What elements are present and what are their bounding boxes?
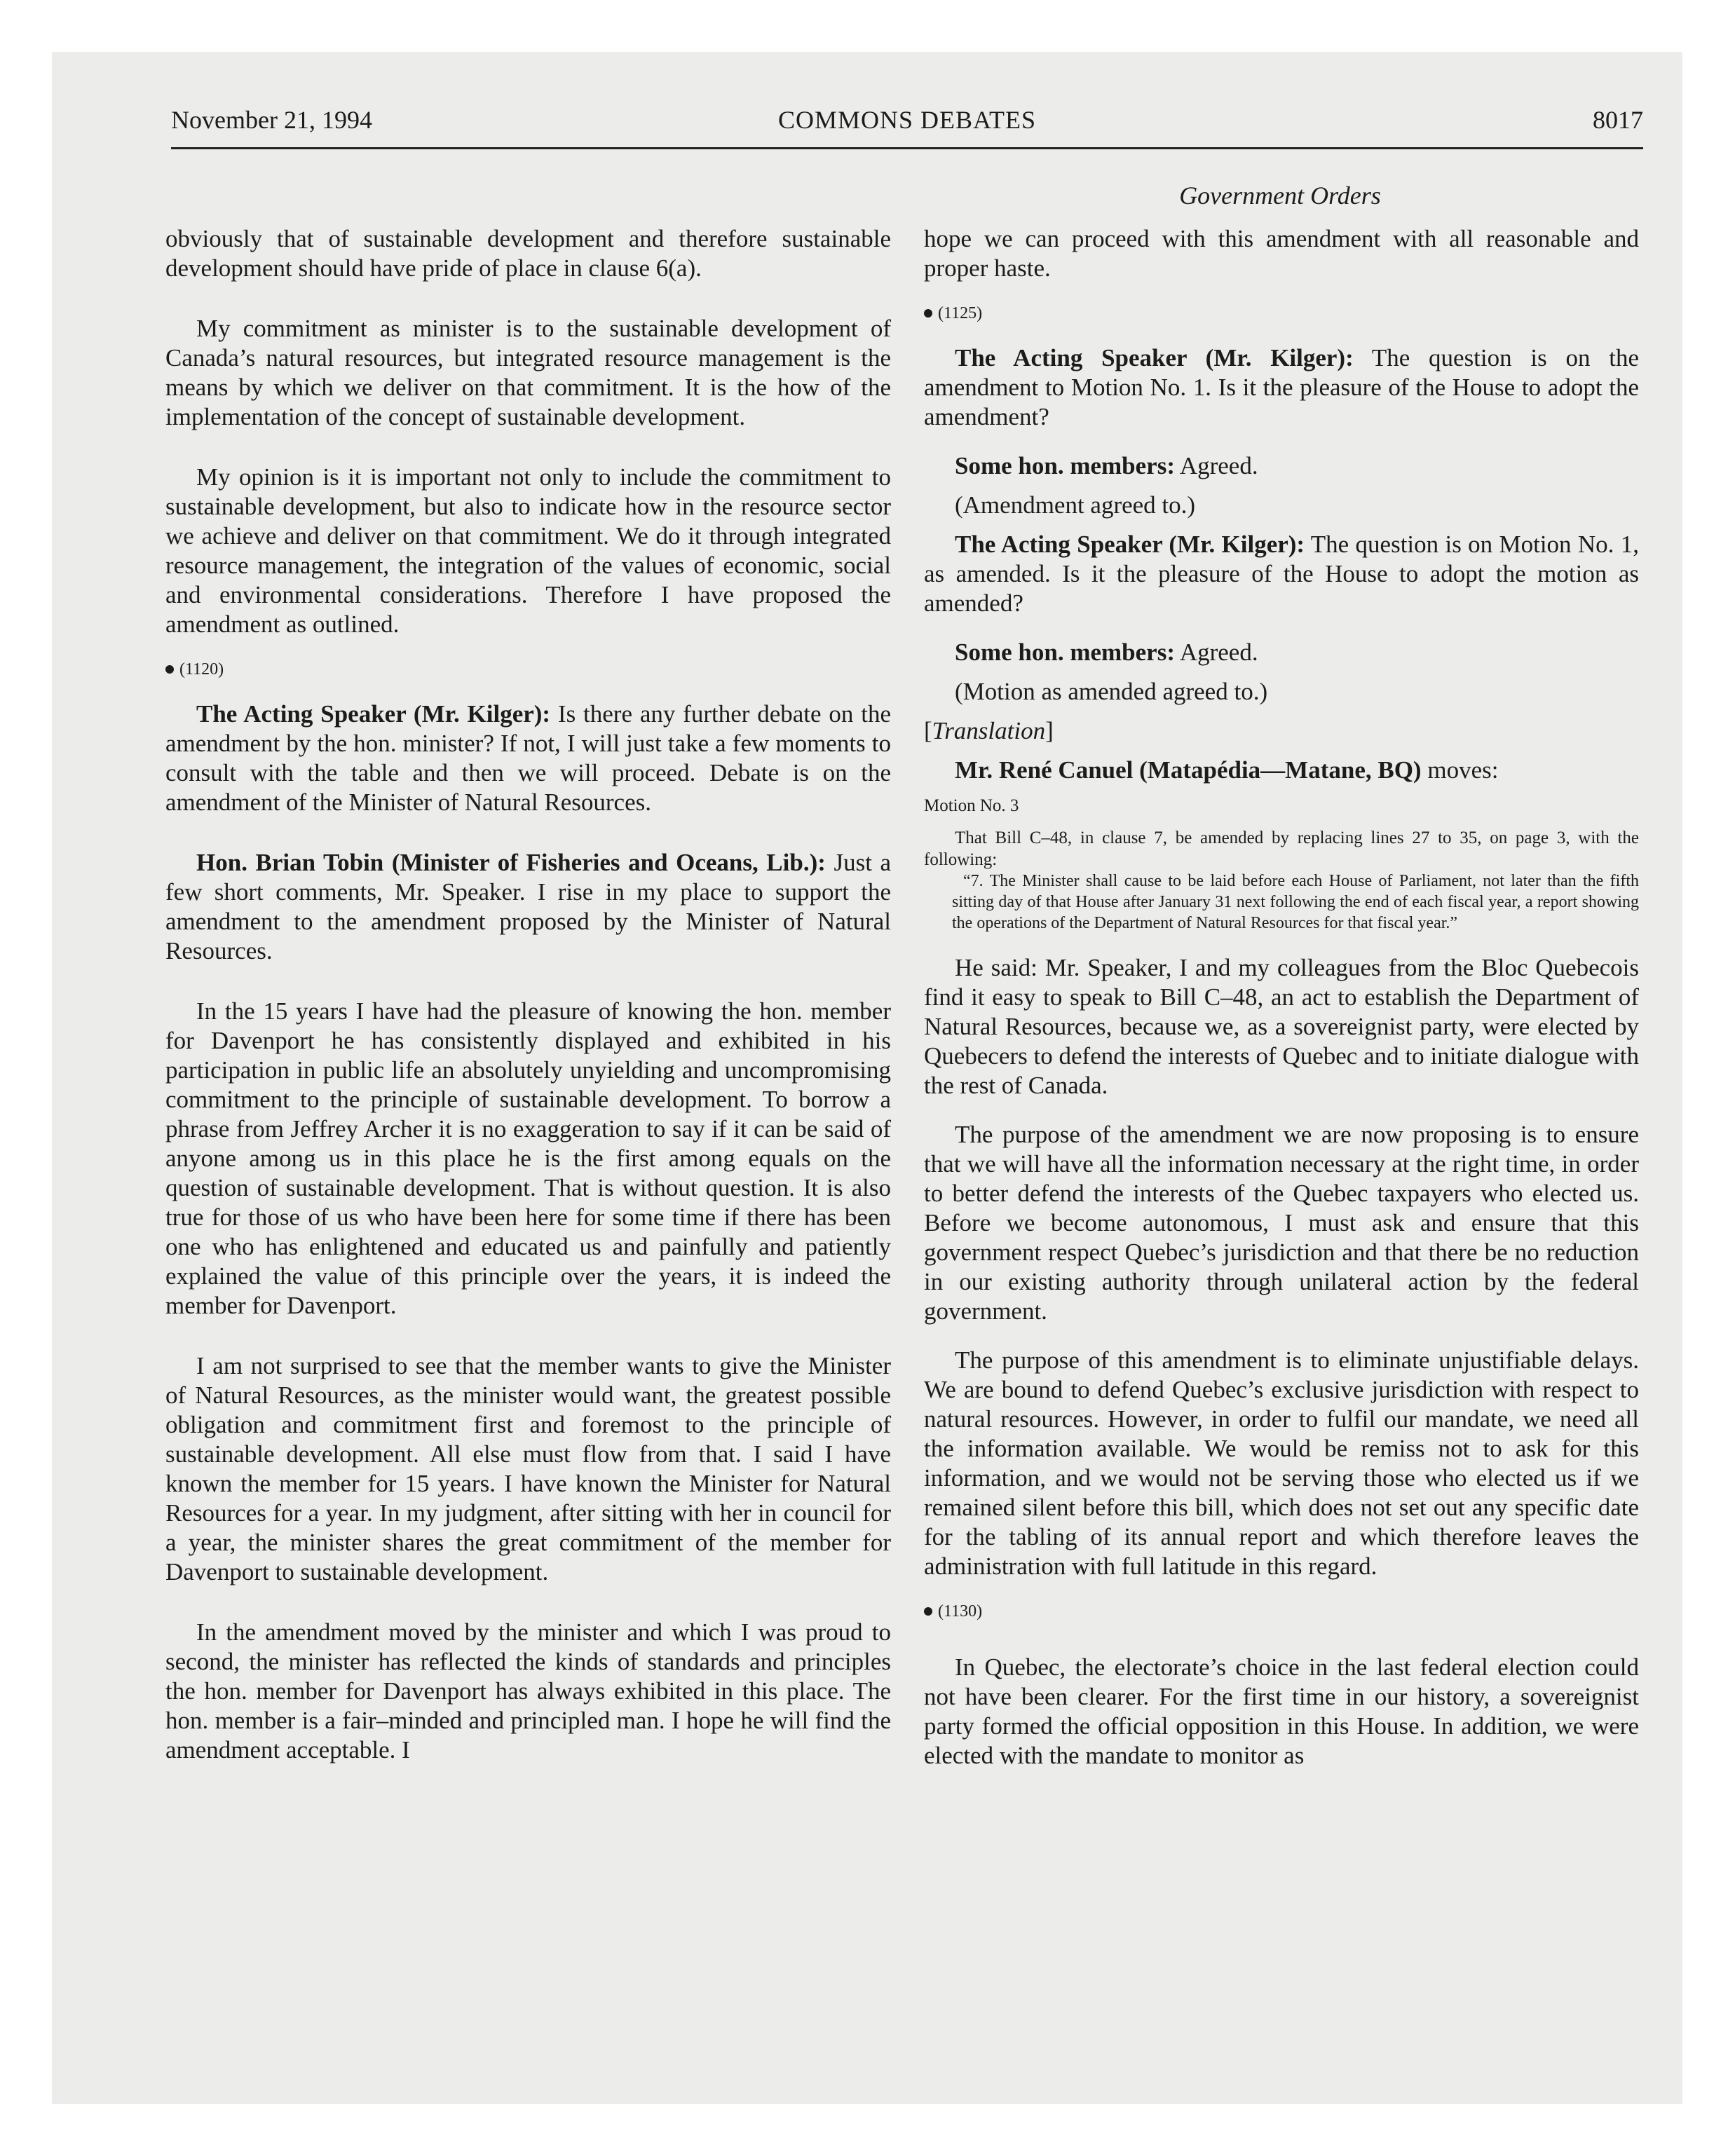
header-rule: [171, 147, 1643, 149]
speaker-name: The Acting Speaker (Mr. Kilger):: [955, 531, 1305, 558]
paragraph: obviously that of sustainable development and therefore sustainable development should have pride of place in clause 6(a).: [165, 225, 891, 282]
paragraph: The purpose of the amendment we are now proposing is to ensure that we will have all the information necessary at the right time, in order to better defend the interests of the Quebec taxpayers who elected us. Before we become autonomous, I must ask and ensure that this government respect Quebec’s jurisdiction and that there be no reduction in our existing authority through unilateral action by the federal government.: [924, 1121, 1639, 1325]
speaker-name: Some hon. members:: [955, 639, 1175, 666]
right-column: [924, 224, 1639, 1770]
paragraph: hope we can proceed with this amendment with all reasonable and proper haste.: [924, 225, 1639, 282]
paragraph: [924, 756, 1639, 785]
speaker-name: Some hon. members:: [955, 452, 1175, 479]
speech-text: The question is on Motion No. 1, as amended. Is it the pleasure of the House to adopt the motion as amended?: [924, 531, 1639, 617]
speech-text: moves:: [1421, 756, 1499, 784]
timestamp-text: (1130): [938, 1602, 983, 1621]
timestamp-text: (1125): [938, 304, 983, 322]
page-header: [171, 105, 1643, 147]
speech-text: Just a few short comments, Mr. Speaker. I rise in my place to support the amendment to the amendment proposed by the Minister of Natural Resources.: [165, 849, 892, 964]
section-title: Government Orders: [1179, 182, 1381, 210]
paragraph: (Motion as amended agreed to.): [955, 678, 1268, 705]
translation-label: Translation: [932, 717, 1046, 744]
paragraph: My opinion is it is important not only to include the commitment to sustainable development, but also to indicate how in the resource sector we achieve and deliver on that commitment. We do it through integrated resource management, the integration of the values of economic, social and environmental considerations. Therefore I have proposed the amendment as outlined.: [165, 463, 891, 638]
speech-text: Agreed.: [1175, 639, 1258, 666]
speech-text: The question is on the amendment to Motion No. 1. Is it the pleasure of the House to adopt the amendment?: [924, 344, 1639, 430]
paragraph: [924, 343, 1639, 432]
paragraph: He said: Mr. Speaker, I and my colleagues from the Bloc Quebecois find it easy to speak to Bill C–48, an act to establish the Department of Natural Resources, because we, as a sovereignist party, were elected by Quebecers to defend the interests of Quebec and to initiate dialogue with the rest of Canada.: [924, 954, 1639, 1099]
paragraph: [924, 638, 1639, 667]
language-note: [Translation]: [924, 717, 1054, 744]
header-page-number: 8017: [1593, 106, 1643, 134]
paragraph: [924, 451, 1639, 481]
paragraph: In the amendment moved by the minister and which I was proud to second, the minister has reflected the kinds of standards and principles the hon. member for Davenport has always exhibited in this place. The hon. member is a fair–minded and principled man. I hope he will find the amendment acceptable. I: [165, 1618, 891, 1763]
header-publication: COMMONS DEBATES: [777, 106, 1037, 134]
timestamp: [924, 1601, 1639, 1622]
timestamp: [924, 303, 1639, 324]
motion-text: That Bill C–48, in clause 7, be amended by replacing lines 27 to 35, on page 3, with the following:: [924, 828, 1639, 869]
paragraph: In Quebec, the electorate’s choice in the last federal election could not have been clearer. For the first time in our history, a sovereignist party formed the official opposition in this House. In addition, we were elected with the mandate to monitor as: [924, 1653, 1639, 1769]
paragraph: I am not surprised to see that the member wants to give the Minister of Natural Resources, as the minister would want, the greatest possible obligation and commitment first and foremost to the principle of sustainable development. All else must flow from that. I said I have known the member for 15 years. I have known the Minister for Natural Resources for a year. In my judgment, after sitting with her in council for a year, the minister shares the great commitment of the member for Davenport to sustainable development.: [165, 1352, 891, 1585]
speaker-name: Hon. Brian Tobin (Minister of Fisheries and Oceans, Lib.):: [196, 849, 826, 876]
paragraph: The purpose of this amendment is to eliminate unjustifiable delays. We are bound to defend Quebec’s exclusive jurisdiction with respect to natural resources. However, in order to fulfil our mandate, we need all the information available. We would be remiss not to ask for this information, and we would not be serving those who elected us if we remained silent before this bill, which does not set out any specific date for the tabling of its annual report and which therefore leaves the administration with full latitude in this regard.: [924, 1346, 1639, 1580]
speaker-name: The Acting Speaker (Mr. Kilger):: [196, 700, 551, 728]
bullet-icon: [924, 1607, 932, 1616]
paragraph: (Amendment agreed to.): [955, 491, 1196, 519]
paragraph: [924, 530, 1639, 618]
speaker-name: Mr. René Canuel (Matapédia—Matane, BQ): [955, 756, 1422, 784]
left-column: [165, 224, 891, 1765]
header-date: November 21, 1994: [171, 106, 372, 134]
speech-text: Agreed.: [1175, 452, 1258, 479]
timestamp-text: (1120): [179, 660, 224, 678]
paragraph: [165, 848, 891, 966]
paragraph: In the 15 years I have had the pleasure of knowing the hon. member for Davenport he has consistently displayed and exhibited in his participation in public life an absolutely unyielding and uncompromising commitment to the principle of sustainable development. To borrow a phrase from Jeffrey Archer it is no exaggeration to say if it can be said of anyone among us in this place he is the first among equals on the question of sustainable development. That is without question. It is also true for those of us who have been here for some time if there has been one who has enlightened and educated us and painfully and patiently explained the value of this principle over the years, it is indeed the member for Davenport.: [165, 997, 891, 1319]
timestamp: [165, 659, 891, 680]
bullet-icon: [924, 309, 932, 318]
bullet-icon: [165, 665, 174, 674]
paragraph: [165, 700, 891, 817]
paragraph: My commitment as minister is to the sustainable development of Canada’s natural resources, but integrated resource management is the means by which we deliver on that commitment. It is the how of the implementation of the concept of sustainable development.: [165, 315, 891, 430]
speaker-name: The Acting Speaker (Mr. Kilger):: [955, 344, 1354, 371]
motion-label: Motion No. 3: [924, 796, 1019, 815]
motion-quote: “7. The Minister shall cause to be laid before each House of Parliament, not later than the fifth sitting day of that House after January 31 next following the end of each fiscal year, a report showing the operations of the Department of Natural Resources for that fiscal year.”: [952, 872, 1639, 932]
speech-text: Is there any further debate on the amendment by the hon. minister? If not, I will just take a few moments to consult with the table and then we will proceed. Debate is on the amendment of the Minister of Natural Resources.: [165, 700, 891, 816]
